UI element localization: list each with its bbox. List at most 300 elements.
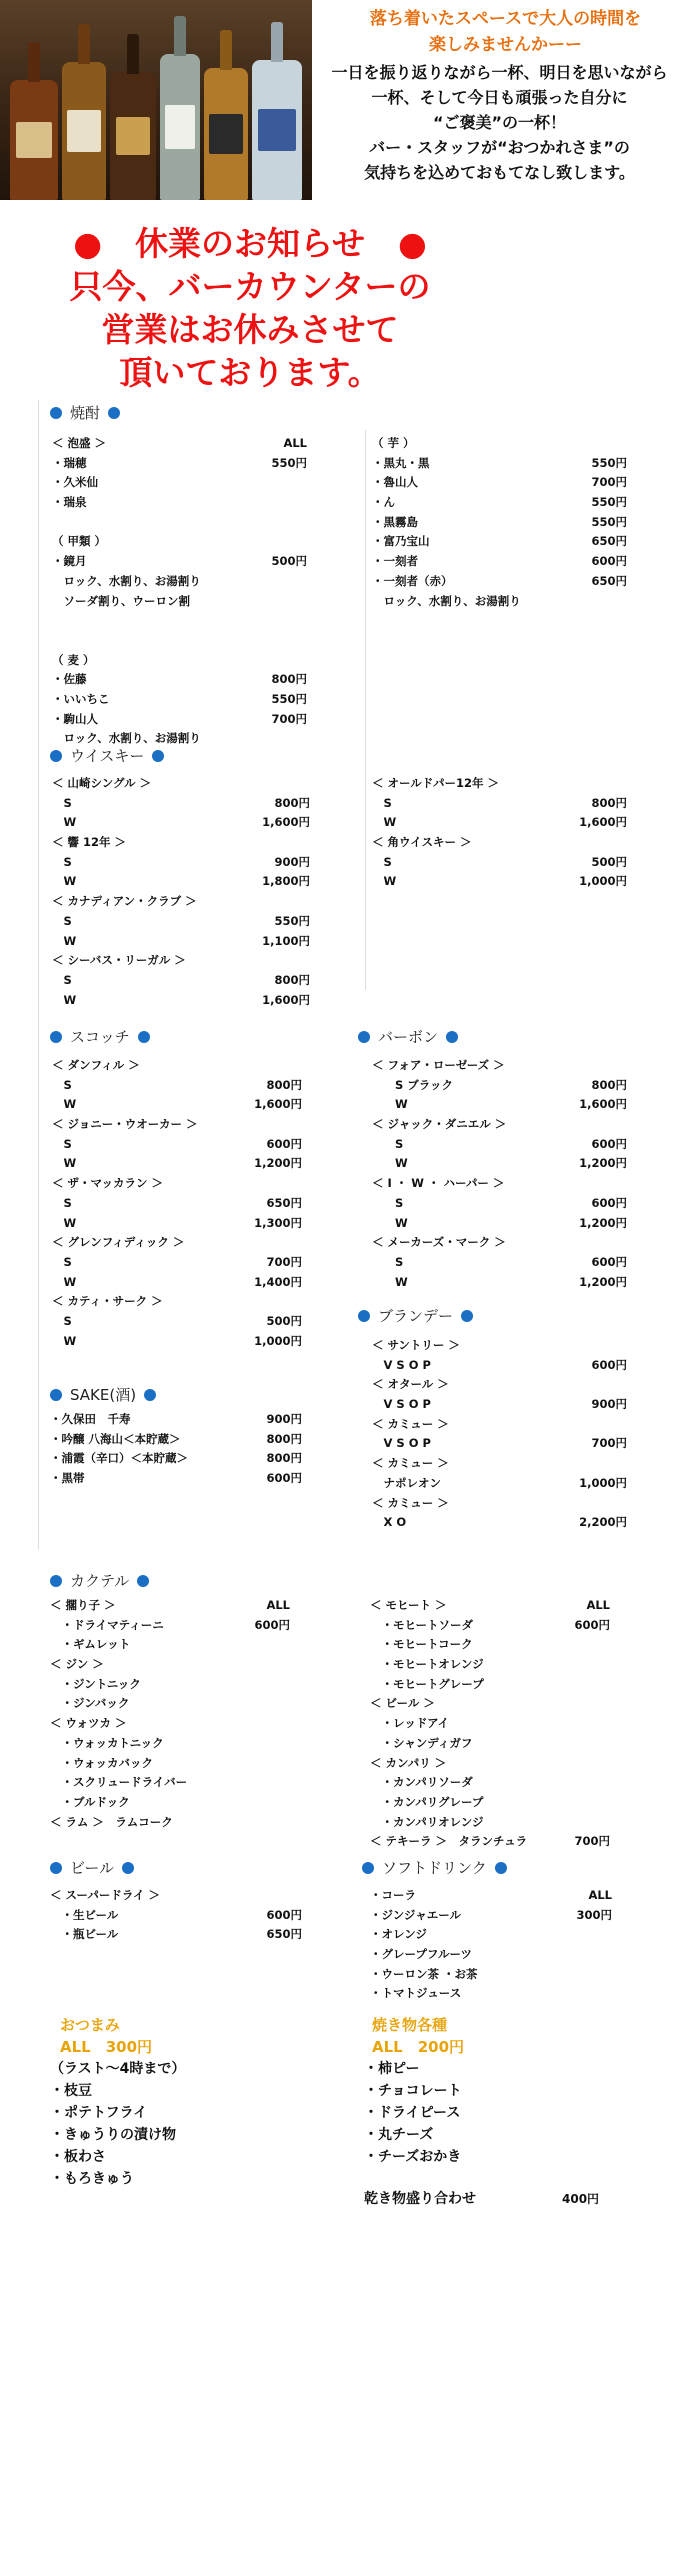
menu-row: [52, 1332, 302, 1352]
menu-row: [372, 1174, 627, 1194]
bullet-dot-icon: [495, 1862, 507, 1874]
section-title-beer: ビール: [50, 1857, 134, 1878]
bullet-dot-icon: [50, 1031, 62, 1043]
menu-row: [372, 1454, 627, 1474]
menu-row: [372, 774, 627, 794]
menu-row: [52, 912, 310, 932]
menu-item-name: W: [52, 874, 77, 889]
menu-item-name: W: [372, 874, 397, 889]
menu-row: [52, 572, 307, 592]
menu-row: [370, 1773, 610, 1793]
menu-row: [372, 1434, 627, 1454]
menu-item-price: 600円: [591, 1136, 627, 1151]
menu-item-price: 700円: [271, 711, 307, 726]
menu-item-name: S: [52, 1195, 72, 1210]
menu-item-name: ＜ 響 12年 ＞: [52, 835, 127, 850]
menu-row: [372, 1395, 627, 1415]
menu-item-name: ＜ カンパリ ＞: [370, 1755, 447, 1770]
bullet-dot-icon: [358, 1310, 370, 1322]
menu-item-name: ・スクリュードライバー: [50, 1775, 188, 1790]
menu-item-name: ロック、水割り、お湯割り: [52, 731, 201, 746]
bullet-dot-icon: [152, 750, 164, 762]
sake-list: [50, 1410, 302, 1489]
menu-row: [50, 1410, 302, 1430]
menu-item-price: 800円: [266, 1431, 302, 1446]
menu-item-price: 650円: [591, 534, 627, 549]
menu-item-name: ＜ ダンフィル ＞: [52, 1058, 140, 1072]
menu-row: [50, 1596, 290, 1616]
snacks-right-title: 焼き物各種: [372, 2016, 448, 2034]
menu-item-name: ＜ テキーラ ＞ タランチュラ: [370, 1834, 528, 1849]
menu-row: [52, 434, 307, 454]
bullet-dot-icon: [446, 1031, 458, 1043]
menu-item-name: ・ジントニック: [50, 1676, 141, 1691]
snack-item: ・丸チーズ: [364, 2127, 434, 2143]
menu-item-name: ・ん: [372, 495, 395, 510]
menu-item-name: ・黒帯: [50, 1471, 85, 1486]
menu-row: [52, 853, 310, 873]
menu-item-price: 900円: [591, 1397, 627, 1412]
bullet-dot-icon: [138, 1031, 150, 1043]
snack-item: ・柿ピー: [364, 2061, 420, 2077]
menu-item-name: ＜ オタール ＞: [372, 1377, 449, 1392]
menu-row: [372, 1356, 627, 1376]
menu-item-name: S: [372, 1136, 404, 1151]
menu-item-price: ALL: [266, 1598, 290, 1612]
menu-item-price: 550円: [274, 913, 310, 928]
menu-row: [372, 1095, 627, 1115]
menu-item-name: W: [52, 1274, 77, 1289]
section-title-cocktail: カクテル: [50, 1570, 149, 1591]
menu-item-name: ナポレオン: [372, 1475, 441, 1490]
menu-row: [372, 1154, 627, 1174]
menu-row: [372, 1253, 627, 1273]
beer-list: [50, 1886, 302, 1945]
menu-row: [50, 1906, 302, 1926]
header-message: [300, 60, 699, 185]
menu-item-name: ＜ オールドパー12年 ＞: [372, 776, 500, 790]
menu-item-price: 600円: [266, 1907, 302, 1922]
menu-item-price: 600円: [266, 1136, 302, 1151]
menu-row: [372, 1214, 627, 1234]
menu-row: [50, 1449, 302, 1469]
menu-item-name: ・シャンディガフ: [370, 1735, 473, 1750]
snack-item: （ラスト～4時まで）: [50, 2061, 186, 2077]
menu-row: [50, 1773, 290, 1793]
menu-item-name: V S O P: [372, 1397, 431, 1412]
menu-row: [370, 1925, 612, 1945]
menu-item-price: 700円: [266, 1254, 302, 1269]
closure-notice-line: 営業はお休みさせて: [101, 310, 399, 349]
menu-item-name: ・瑞穂: [52, 455, 87, 470]
menu-item-price: 500円: [271, 554, 307, 569]
menu-item-price: 1,600円: [579, 815, 627, 830]
menu-item-price: 700円: [591, 475, 627, 490]
snacks-left: [60, 2014, 152, 2058]
menu-item-name: ・佐藤: [52, 672, 87, 687]
menu-row: [370, 1754, 610, 1774]
menu-row: [52, 473, 307, 493]
column-rule: [38, 400, 39, 1550]
menu-item-name: W: [372, 1156, 408, 1171]
snacks-right-price: ALL 200円: [372, 2038, 465, 2056]
menu-row: [372, 813, 627, 833]
menu-item-name: S: [52, 1077, 72, 1092]
menu-row: [372, 1115, 627, 1135]
whisky-right-list: [372, 774, 627, 892]
menu-row: [50, 1430, 302, 1450]
menu-item-name: W: [52, 992, 77, 1007]
scotch-list: [52, 1056, 302, 1351]
menu-item-price: 1,200円: [579, 1156, 627, 1171]
menu-row: [370, 1813, 610, 1833]
bullet-dot-icon: [50, 750, 62, 762]
menu-row: [372, 1076, 627, 1096]
menu-item-name: ＜ ジン ＞: [50, 1657, 104, 1672]
menu-row: [50, 1616, 290, 1636]
menu-item-price: 600円: [254, 1617, 290, 1632]
menu-item-price: 600円: [591, 1195, 627, 1210]
menu-row: [52, 1115, 302, 1135]
menu-row: [50, 1813, 290, 1833]
menu-item-price: 600円: [591, 1254, 627, 1269]
bullet-dot-icon: [461, 1310, 473, 1322]
menu-row: [370, 1694, 610, 1714]
section-title-scotch: スコッチ: [50, 1026, 150, 1047]
bullet-dot-icon: [108, 407, 120, 419]
menu-row: [52, 1253, 302, 1273]
menu-item-name: W: [372, 815, 397, 830]
menu-row: [372, 493, 627, 513]
menu-item-price: 550円: [271, 691, 307, 706]
menu-item-price: 2,200円: [579, 1515, 627, 1530]
menu-row: [372, 1135, 627, 1155]
menu-row: [52, 1273, 302, 1293]
menu-row: [52, 631, 307, 651]
menu-item-name: （ 麦 ）: [52, 652, 95, 667]
bullet-dot-icon: [50, 1862, 62, 1874]
menu-item-name: ・ギムレット: [50, 1637, 131, 1652]
menu-row: [50, 1754, 290, 1774]
bullet-dot-icon: [358, 1031, 370, 1043]
menu-item-name: ・カンパリグレープ: [370, 1794, 484, 1809]
menu-item-price: 1,600円: [262, 992, 310, 1007]
menu-row: [52, 1135, 302, 1155]
menu-row: [52, 532, 307, 552]
menu-item-name: S: [52, 854, 72, 869]
menu-item-name: W: [52, 933, 77, 948]
menu-item-name: W: [372, 1215, 408, 1230]
menu-item-price: 1,600円: [254, 1097, 302, 1112]
menu-item-name: W: [52, 1215, 77, 1230]
column-rule: [365, 430, 366, 990]
menu-item-price: 550円: [591, 514, 627, 529]
menu-row: [372, 1375, 627, 1395]
snack-item: ・枝豆: [50, 2083, 92, 2099]
menu-item-price: 550円: [271, 455, 307, 470]
menu-item-price: ALL: [588, 1888, 612, 1902]
menu-item-name: ・魯山人: [372, 475, 418, 490]
menu-row: [370, 1596, 610, 1616]
header-intro: [312, 6, 699, 58]
snacks-left-title: おつまみ: [60, 2016, 120, 2034]
menu-item-price: 1,000円: [254, 1333, 302, 1348]
menu-item-name: （ 芋 ）: [372, 436, 415, 450]
menu-item-price: 550円: [591, 495, 627, 510]
menu-item-name: ・カンパリソーダ: [370, 1775, 473, 1790]
menu-item-name: ・黒丸・黒: [372, 455, 430, 470]
menu-item-name: ・富乃宝山: [372, 534, 430, 549]
menu-item-name: ＜ カミュー ＞: [372, 1416, 449, 1431]
menu-row: [370, 1635, 610, 1655]
menu-item-price: 600円: [266, 1471, 302, 1486]
menu-item-name: ・オレンジ: [370, 1927, 427, 1942]
menu-item-name: ＜ 擱り子 ＞: [50, 1598, 116, 1612]
menu-item-price: 1,600円: [262, 815, 310, 830]
menu-row: [372, 1194, 627, 1214]
menu-item-name: ・ブルドック: [50, 1794, 130, 1809]
menu-row: [372, 1494, 627, 1514]
menu-item-price: 650円: [266, 1195, 302, 1210]
header-message-line: “ご褒美”の一杯！: [432, 113, 567, 132]
menu-item-name: ＜ I ・ W ・ ハーパー ＞: [372, 1176, 505, 1191]
menu-item-name: ＜ カミュー ＞: [372, 1456, 449, 1471]
menu-row: [52, 1292, 302, 1312]
section-title-softdrink: ソフトドリンク: [362, 1857, 507, 1878]
header-message-line: 一日を振り返りながら一杯、明日を思いながら: [331, 63, 668, 82]
menu-item-name: ・ドライマティーニ: [50, 1617, 164, 1632]
menu-item-name: ＜ モヒート ＞: [370, 1598, 447, 1612]
menu-row: [370, 1655, 610, 1675]
menu-item-name: S ブラック: [372, 1077, 454, 1092]
menu-row: [372, 532, 627, 552]
menu-row: [52, 690, 307, 710]
menu-item-name: ・モヒートグレープ: [370, 1676, 484, 1691]
menu-row: [52, 592, 307, 612]
menu-row: [52, 1194, 302, 1214]
menu-row: [52, 454, 307, 474]
menu-row: [372, 872, 627, 892]
snack-item: ・板わさ: [50, 2149, 106, 2165]
menu-item-name: W: [52, 815, 77, 830]
menu-item-name: ＜ ザ・マッカラン ＞: [52, 1176, 164, 1191]
menu-item-name: ＜ カティ・サーク ＞: [52, 1294, 163, 1309]
menu-item-name: ・ジンバック: [50, 1696, 130, 1711]
closure-notice-title: ● 休業のお知らせ ●: [73, 224, 427, 263]
menu-row: [372, 794, 627, 814]
section-title-bourbon: バーボン: [358, 1026, 458, 1047]
snacks-right: [372, 2014, 464, 2058]
menu-row: [372, 513, 627, 533]
menu-item-price: 700円: [574, 1834, 610, 1849]
menu-item-name: S: [52, 1136, 72, 1151]
menu-row: [50, 1694, 290, 1714]
menu-item-price: 600円: [591, 554, 627, 569]
menu-row: [50, 1793, 290, 1813]
menu-row: [370, 1793, 610, 1813]
menu-row: [52, 991, 310, 1011]
menu-item-name: ・ウォッカバック: [50, 1755, 154, 1770]
menu-item-price: 800円: [271, 672, 307, 687]
snack-item: ・チョコレート: [364, 2083, 462, 2099]
menu-item-name: ＜ シーバス・リーガル ＞: [52, 953, 186, 968]
menu-item-name: ロック、水割り、お湯割り: [52, 573, 201, 588]
section-title-shochu: 焼酎: [50, 402, 120, 423]
menu-item-price: 500円: [591, 854, 627, 869]
menu-row: [52, 813, 310, 833]
menu-item-name: V S O P: [372, 1357, 431, 1372]
menu-item-price: 1,000円: [579, 1475, 627, 1490]
menu-row: [372, 1233, 627, 1253]
menu-item-price: 1,200円: [579, 1274, 627, 1289]
bullet-dot-icon: [50, 407, 62, 419]
bullet-dot-icon: [362, 1862, 374, 1874]
menu-item-name: ・浦霞（辛口）＜本貯蔵＞: [50, 1451, 188, 1466]
menu-item-name: ・久米仙: [52, 475, 98, 490]
menu-item-name: ・瓶ビール: [50, 1927, 119, 1942]
section-title-whisky: ウイスキー: [50, 745, 164, 766]
menu-row: [52, 1312, 302, 1332]
menu-row: [370, 1945, 612, 1965]
menu-row: [370, 1714, 610, 1734]
menu-row: [370, 1675, 610, 1695]
menu-row: [52, 1233, 302, 1253]
menu-item-price: 1,800円: [262, 874, 310, 889]
menu-item-name: ソーダ割り、ウーロン割: [52, 593, 190, 608]
menu-row: [52, 513, 307, 533]
menu-item-name: ・トマトジュース: [370, 1986, 462, 2001]
menu-item-name: ・モヒートコーク: [370, 1637, 473, 1652]
menu-item-price: 550円: [591, 455, 627, 470]
menu-item-name: ＜ 泡盛 ＞: [52, 436, 107, 450]
menu-item-name: W: [52, 1097, 77, 1112]
menu-row: [52, 670, 307, 690]
menu-row: [50, 1655, 290, 1675]
bullet-dot-icon: [137, 1575, 149, 1587]
menu-item-price: 1,200円: [579, 1215, 627, 1230]
menu-item-name: ・駒山人: [52, 711, 98, 726]
menu-row: [372, 572, 627, 592]
menu-item-name: ・一刻者: [372, 554, 418, 569]
menu-row: [52, 1174, 302, 1194]
bullet-dot-icon: [144, 1389, 156, 1401]
header-message-line: 気持ちを込めておもてなし致します。: [364, 163, 635, 182]
menu-item-name: ＜ ウォツカ ＞: [50, 1716, 127, 1731]
cocktail-right-list: [370, 1596, 610, 1852]
menu-row: [370, 1984, 612, 2004]
menu-item-name: ・ジンジャエール: [370, 1907, 461, 1922]
menu-row: [52, 971, 310, 991]
menu-row: [52, 729, 307, 749]
header-message-line: 一杯、そして今日も頑張った自分に: [371, 88, 628, 107]
menu-item-name: ・ウーロン茶 ・お茶: [370, 1966, 478, 1981]
menu-item-name: S: [372, 854, 392, 869]
menu-item-name: ＜ グレンフィディック ＞: [52, 1235, 185, 1250]
dry-snack-platter-label: 乾き物盛り合わせ: [364, 2191, 476, 2207]
closure-notice-line: 只今、バーカウンターの: [69, 267, 431, 306]
menu-item-name: S: [372, 795, 392, 810]
whisky-left-list: [52, 774, 310, 1010]
header-orange-line-1: 落ち着いたスペースで大人の時間を: [369, 9, 642, 29]
snack-item: ・ドライピース: [364, 2105, 461, 2121]
menu-item-name: ＜ ジョニー・ウオーカー ＞: [52, 1117, 198, 1132]
menu-row: [372, 454, 627, 474]
menu-item-name: ロック、水割り、お湯割り: [372, 593, 521, 608]
menu-item-price: 600円: [591, 1357, 627, 1372]
menu-row: [372, 1056, 627, 1076]
menu-item-name: ・グレープフルーツ: [370, 1947, 473, 1962]
menu-item-name: ＜ サントリー ＞: [372, 1338, 460, 1352]
menu-row: [52, 794, 310, 814]
menu-item-name: W: [372, 1274, 408, 1289]
dry-snack-platter-price: 400円: [562, 2192, 600, 2206]
menu-item-name: ＜ カナディアン・クラブ ＞: [52, 894, 197, 909]
menu-item-name: ・生ビール: [50, 1907, 119, 1922]
menu-row: [52, 951, 310, 971]
menu-item-name: ・いいちこ: [52, 691, 110, 706]
menu-item-price: 300円: [576, 1907, 612, 1922]
menu-row: [52, 710, 307, 730]
bullet-dot-icon: [122, 1862, 134, 1874]
menu-row: [52, 872, 310, 892]
menu-row: [372, 833, 627, 853]
menu-row: [50, 1635, 290, 1655]
menu-row: [372, 592, 627, 612]
menu-item-name: W: [52, 1333, 77, 1348]
menu-row: [50, 1714, 290, 1734]
menu-row: [372, 552, 627, 572]
menu-row: [52, 493, 307, 513]
closure-notice-line: 頂いております。: [119, 353, 381, 392]
menu-row: [372, 1273, 627, 1293]
menu-row: [372, 853, 627, 873]
menu-item-price: 900円: [274, 854, 310, 869]
snacks-left-price: ALL 300円: [60, 2038, 153, 2056]
bullet-dot-icon: [50, 1389, 62, 1401]
menu-row: [50, 1925, 302, 1945]
menu-row: [52, 1214, 302, 1234]
shochu-left-list: [52, 434, 307, 749]
menu-item-name: ・モヒートソーダ: [370, 1617, 474, 1632]
menu-item-price: 800円: [274, 795, 310, 810]
menu-row: [50, 1886, 302, 1906]
menu-row: [52, 833, 310, 853]
menu-item-price: 900円: [266, 1412, 302, 1426]
menu-item-name: V S O P: [372, 1436, 431, 1451]
menu-item-name: S: [52, 795, 72, 810]
menu-row: [372, 1513, 627, 1533]
menu-item-price: 800円: [591, 1077, 627, 1092]
menu-item-price: 600円: [574, 1617, 610, 1632]
menu-row: [370, 1832, 610, 1852]
menu-item-name: ・久保田 千寿: [50, 1412, 131, 1426]
menu-item-price: 800円: [591, 795, 627, 810]
menu-item-name: ＜ 角ウイスキー ＞: [372, 835, 472, 850]
menu-item-price: 1,300円: [254, 1215, 302, 1230]
snack-item: ・きゅうりの漬け物: [50, 2127, 176, 2143]
menu-row: [52, 1154, 302, 1174]
menu-item-name: ・カンパリオレンジ: [370, 1814, 484, 1829]
menu-row: [370, 1734, 610, 1754]
menu-item-name: （ 甲類 ）: [52, 534, 107, 549]
menu-row: [52, 1076, 302, 1096]
menu-item-price: 700円: [591, 1436, 627, 1451]
menu-item-name: ・コーラ: [370, 1888, 416, 1902]
menu-item-name: ・吟醸 八海山＜本貯蔵＞: [50, 1431, 181, 1446]
menu-row: [372, 473, 627, 493]
menu-item-price: 800円: [266, 1077, 302, 1092]
shochu-right-list: [372, 434, 627, 611]
